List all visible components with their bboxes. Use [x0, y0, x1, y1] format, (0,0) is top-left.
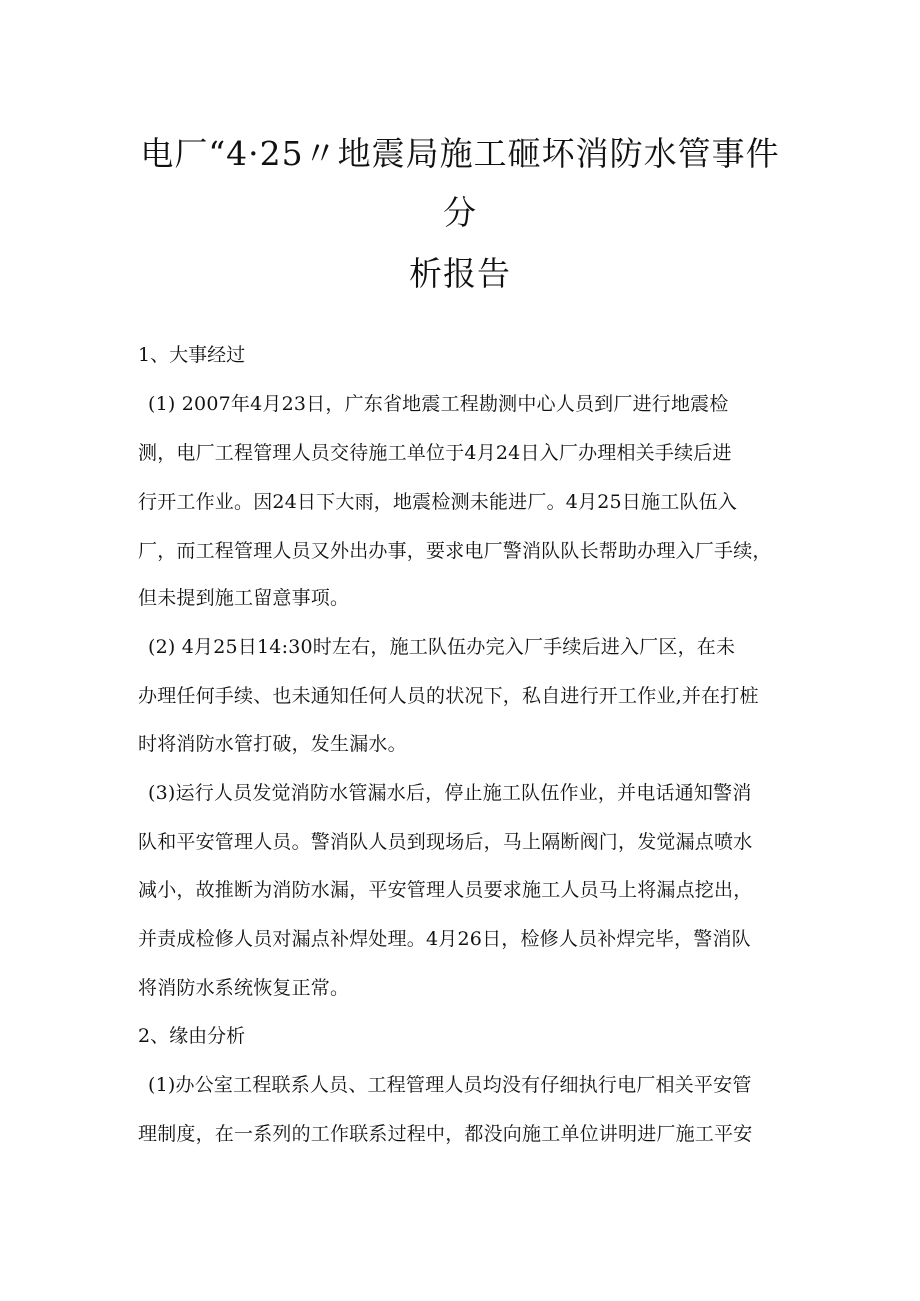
paragraph-line: 理制度，在一系列的工作联系过程中，都没向施工单位讲明进厂施工平安 — [138, 1123, 753, 1145]
paragraph-line: (1)办公室工程联系人员、工程管理人员均没有仔细执行电厂相关平安管 — [148, 1074, 752, 1096]
document-title-line-2: 分 — [443, 193, 477, 232]
document-title-line-3: 析报告 — [409, 254, 511, 293]
paragraph-line: 时将消防水管打破，发生漏水。 — [138, 733, 407, 755]
section-heading-cause-analysis: 2、缘由分析 — [138, 1025, 246, 1047]
paragraph-line: 减小，故推断为消防水漏，平安管理人员要求施工人员马上将漏点挖出， — [138, 879, 753, 901]
section-heading-events: 1、大事经过 — [138, 344, 246, 366]
paragraph-line: 队和平安管理人员。警消队人员到现场后，马上隔断阀门，发觉漏点喷水 — [138, 831, 753, 853]
paragraph-line: 将消防水系统恢复正常。 — [138, 977, 350, 999]
paragraph-line: 厂，而工程管理人员又外出办事，要求电厂警消队队长帮助办理入厂手续， — [138, 540, 772, 562]
paragraph-line: 办理任何手续、也未通知任何人员的状况下，私自进行开工作业,并在打桩 — [138, 685, 759, 707]
paragraph-line: 测，电厂工程管理人员交待施工单位于4月24日入厂办理相关手续后进 — [138, 442, 732, 464]
paragraph-line: (1) 2007年4月23日，广东省地震工程勘测中心人员到厂进行地震检 — [148, 393, 729, 415]
paragraph-line: (3)运行人员发觉消防水管漏水后，停止施工队伍作业，并电话通知警消 — [148, 782, 752, 804]
document-title-line-1: 电厂“4·25〃地震局施工砸坏消防水管事件 — [140, 134, 780, 173]
paragraph-line: 但未提到施工留意事项。 — [138, 587, 350, 609]
paragraph-line: 并责成检修人员对漏点补焊处理。4月26日，检修人员补焊完毕，警消队 — [138, 928, 751, 950]
paragraph-line: 行开工作业。因24日下大雨，地震检测未能进厂。4月25日施工队伍入 — [138, 491, 738, 513]
paragraph-line: (2) 4月25日14:30时左右，施工队伍办完入厂手续后进入厂区，在未 — [148, 636, 736, 658]
